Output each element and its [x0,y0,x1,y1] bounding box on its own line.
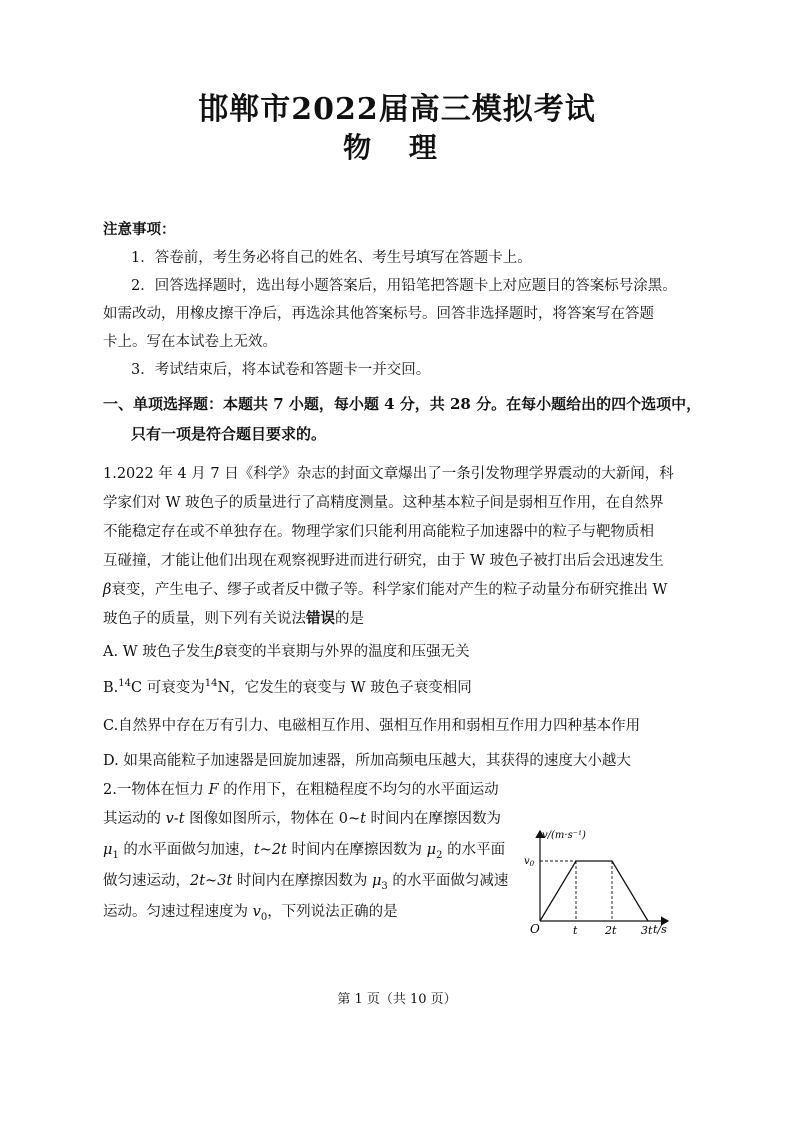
q1-line6-pre: 玻色子的质量，则下列有关说法 [103,611,306,627]
q1-line5-text: 衰变，产生电子、缪子或者反中微子等。科学家们能对产生的粒子动量分布研究推出 W [111,582,668,598]
mu1-subscript: 1 [112,849,119,861]
q1-line2: 学家们对 W 玻色子的质量进行了高精度测量。这种基本粒子间是弱相互作用，在自然界 [103,495,664,511]
notes-item-1: 1．答卷前，考生务必将自己的姓名、考生号填写在答题卡上。 [131,250,532,266]
section1-line2: 只有一项是符合题目要求的。 [131,425,327,443]
q2-line4 [103,869,508,892]
page-footer: 第 1 页（共 10 页） [337,992,457,1007]
q1-option-b-pre: B. [103,680,119,696]
vt-line [540,861,648,921]
q1-option-d: D. 如果高能粒子加速器是回旋加速器，所加高频电压越大，其获得的速度大小越大 [103,753,631,769]
q1-option-b-n: N，它发生的衰变与 W 玻色子衰变相同 [217,680,472,696]
notes-item-2a: 2．回答选择题时，选出每小题答案后，用铅笔把答题卡上对应题目的答案标号涂黑。 [131,278,677,294]
vt-symbol: v-t [165,811,185,827]
q2-line2-pre: 其运动的 [103,811,166,827]
q2-line3-c: 的水平面 [442,842,506,858]
q1-line6-post: 的是 [335,611,364,627]
q2-line3-a: 的水平面做匀加速， [118,842,254,858]
q1-line5 [103,578,667,599]
x-tick-label: 3t [641,924,653,937]
q2-line4-c: 的水平面做匀减速 [387,873,509,889]
mass-number-c: 14 [118,678,131,690]
q1-line6 [103,607,364,628]
mu2-symbol: μ [426,842,437,858]
x-axis-label: t/s [653,923,667,936]
q2-line3 [103,838,505,861]
q1-emphasis-wrong: 错误 [306,610,335,627]
q2-line5-a: 运动。匀速过程速度为 [103,904,253,920]
beta-symbol: β [214,644,224,660]
force-symbol: F [208,782,219,798]
v0-tick [524,856,535,868]
svg-text:v0: $v_0$ [524,856,535,868]
mass-number-n: 14 [204,678,218,690]
interval-2t-3t: 2t~3t [190,873,233,889]
interval-t-2t: t~2t [253,842,287,858]
q2-line1-pre: 2.一物体在恒力 [103,782,209,798]
vt-graph [520,825,680,937]
q1-line3: 不能稳定存在或不单独存在。物理学家们只能利用高能粒子加速器中的粒子与靶物质相 [103,524,654,540]
exam-subject: 物 理 [343,131,451,164]
x-tick-label: 2t [605,924,617,937]
x-tick-label: t [573,924,578,937]
mu3-symbol: μ [371,873,382,889]
mu3-subscript: 3 [381,880,388,892]
q2-line4-b: 时间内在摩擦因数为 [232,873,372,889]
notes-item-3: 3．考试结束后，将本试卷和答题卡一并交回。 [131,362,431,378]
v0-symbol: v [252,904,261,920]
q2-line2-post: 时间内在摩擦因数为 [365,811,502,827]
q1-option-a [103,640,470,661]
t-symbol: t [360,811,366,827]
plot-layer [540,861,653,937]
exam-title: 邯郸市2022届高三模拟考试 [198,92,596,127]
mu2-subscript: 2 [436,849,443,861]
q1-line4: 互碰撞，才能让他们出现在观察视野进而进行研究，由于 W 玻色子被打出后会迅速发生 [103,553,664,569]
q2-line3-b: 时间内在摩擦因数为 [286,842,427,858]
y-axis-label: v/(m·s⁻¹) [542,830,586,841]
beta-symbol: β [103,582,112,598]
q1-option-a-post: 衰变的半衰期与外界的温度和压强无关 [223,644,470,660]
mu1-symbol: μ [103,842,113,858]
q2-line1-post: 的作用下，在粗糙程度不均匀的水平面运动 [218,782,499,798]
q2-line2-mid: 图像如图所示，物体在 0~ [184,811,361,827]
q2-line2 [103,807,501,828]
q1-option-b-c: C 可衰变为 [131,680,205,696]
q1-option-b [103,676,472,697]
q1-line1: 1.2022 年 4 月 7 日《科学》杂志的封面文章爆出了一条引发物理学界震动的大新闻，科 [103,466,674,482]
notes-heading: 注意事项： [103,221,176,238]
section1-line1: 一、单项选择题：本题共 7 小题，每小题 4 分，共 28 分。在每小题给出的四个选项中， [103,395,702,413]
notes-item-2c: 卡上。写在本试卷上无效。 [103,334,277,350]
notes-item-2b: 如需改动，用橡皮擦干净后，再选涂其他答案标号。回答非选择题时，将答案写在答题 [103,306,654,322]
q2-line1 [103,778,499,799]
q1-option-a-pre: A. W 玻色子发生 [103,644,215,660]
q2-line4-a: 做匀速运动， [103,873,190,889]
v0-subscript: 0 [260,911,268,923]
q2-line5-b: ，下列说法正确的是 [267,904,398,920]
q1-option-c: C.自然界中存在万有引力、电磁相互作用、强相互作用和弱相互作用力四种基本作用 [103,718,641,734]
origin-label: O [530,922,540,936]
q2-line5 [103,900,398,923]
